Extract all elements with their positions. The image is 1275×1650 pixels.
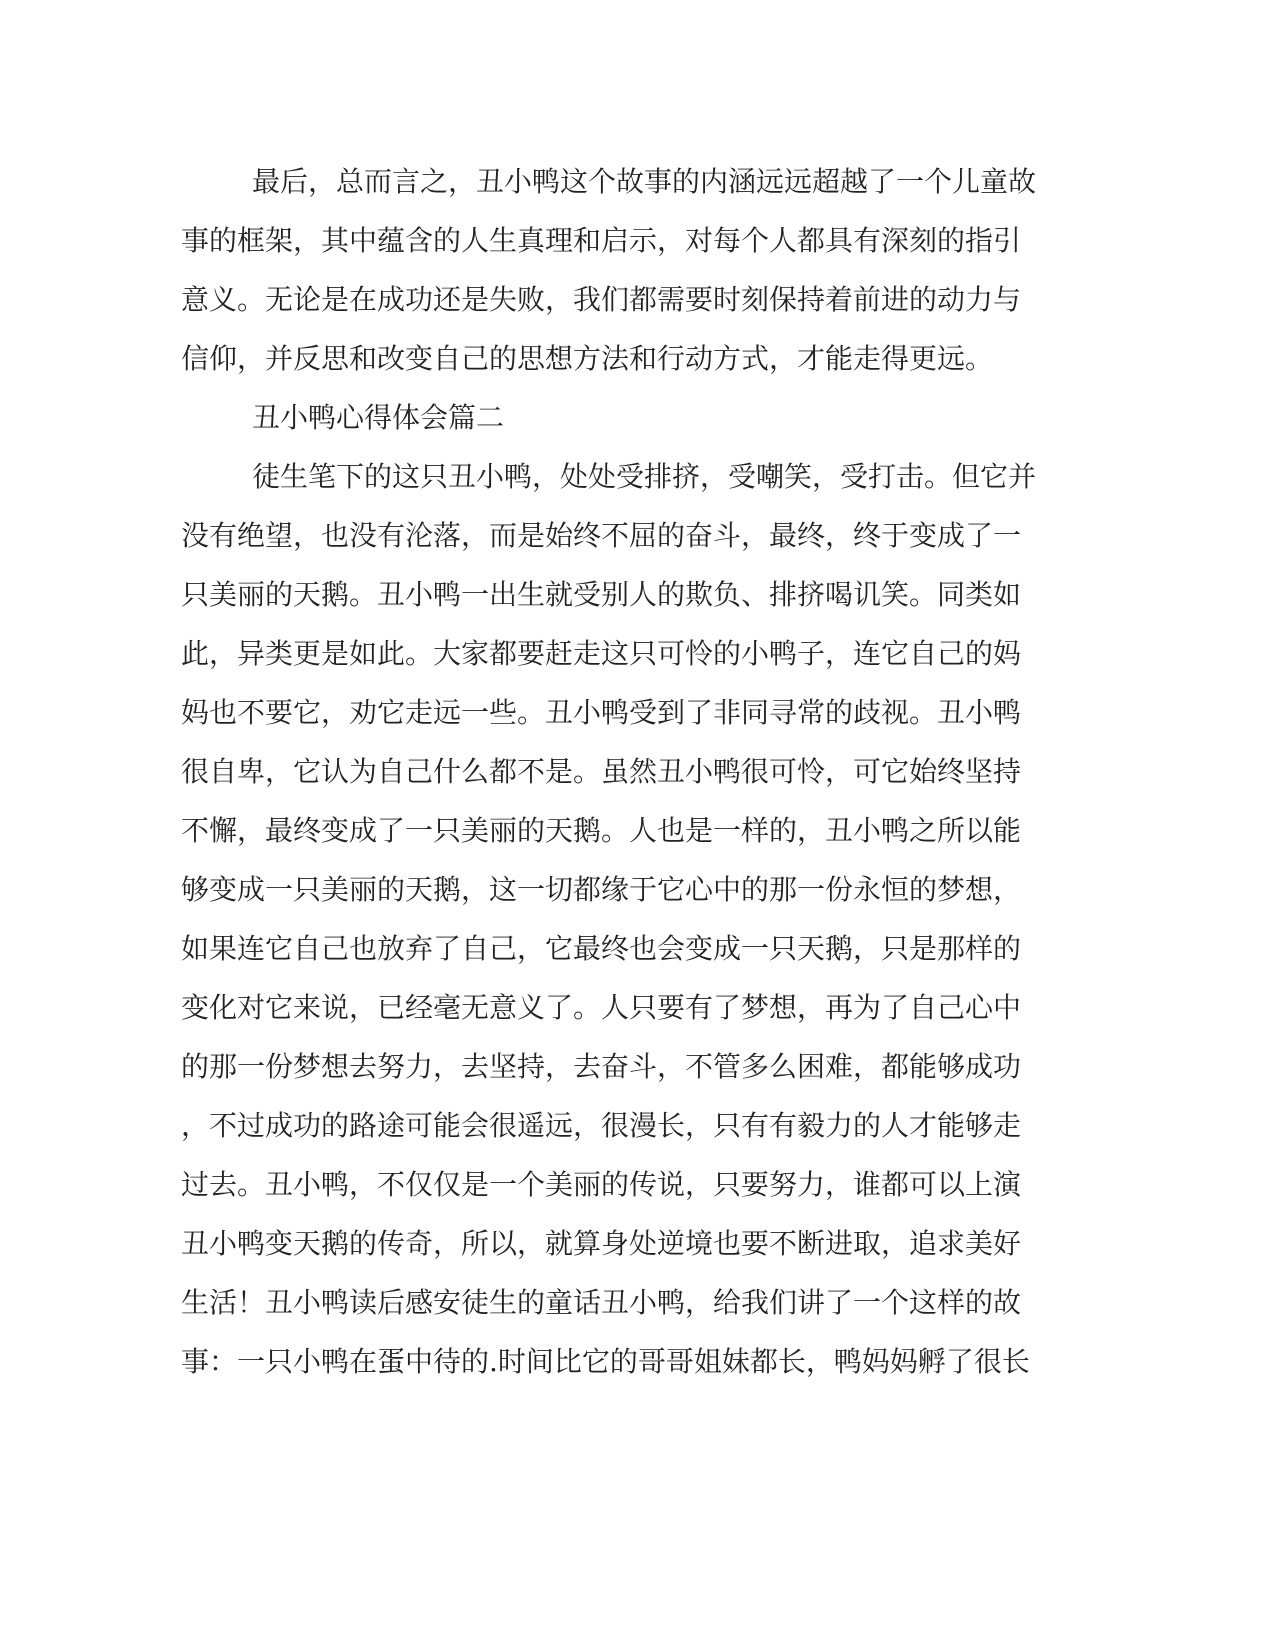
paragraph-line: 事的框架，其中蕴含的人生真理和启示，对每个人都具有深刻的指引 xyxy=(181,224,1022,257)
paragraph-line: 此，异类更是如此。大家都要赶走这只可怜的小鸭子，连它自己的妈 xyxy=(181,637,1022,670)
paragraph-line: 最后，总而言之，丑小鸭这个故事的内涵远远超越了一个儿童故 xyxy=(252,165,1037,198)
paragraph-line: 意义。无论是在成功还是失败，我们都需要时刻保持着前进的动力与 xyxy=(181,283,1022,316)
paragraph-line: 生活！丑小鸭读后感安徒生的童话丑小鸭，给我们讲了一个这样的故 xyxy=(181,1286,1022,1319)
paragraph-line: 变化对它来说，已经毫无意义了。人只要有了梦想，再为了自己心中 xyxy=(181,991,1022,1024)
paragraph-line: 的那一份梦想去努力，去坚持，去奋斗，不管多么困难，都能够成功 xyxy=(181,1050,1022,1083)
paragraph-line: 如果连它自己也放弃了自己，它最终也会变成一只天鹅，只是那样的 xyxy=(181,932,1022,965)
paragraph-line: 丑小鸭变天鹅的传奇，所以，就算身处逆境也要不断进取，追求美好 xyxy=(181,1227,1022,1260)
paragraph-line: 信仰，并反思和改变自己的思想方法和行动方式，才能走得更远。 xyxy=(181,342,994,375)
paragraph-line: 妈也不要它，劝它走远一些。丑小鸭受到了非同寻常的歧视。丑小鸭 xyxy=(181,696,1022,729)
paragraph-line: 够变成一只美丽的天鹅，这一切都缘于它心中的那一份永恒的梦想， xyxy=(181,873,1022,906)
paragraph-line: 徒生笔下的这只丑小鸭，处处受排挤，受嘲笑，受打击。但它并 xyxy=(252,460,1037,493)
section-heading: 丑小鸭心得体会篇二 xyxy=(252,401,505,434)
paragraph-line: 不懈，最终变成了一只美丽的天鹅。人也是一样的，丑小鸭之所以能 xyxy=(181,814,1022,847)
paragraph-line: ，不过成功的路途可能会很遥远，很漫长，只有有毅力的人才能够走 xyxy=(181,1109,1022,1142)
paragraph-line: 很自卑，它认为自己什么都不是。虽然丑小鸭很可怜，可它始终坚持 xyxy=(181,755,1022,788)
paragraph-line: 只美丽的天鹅。丑小鸭一出生就受别人的欺负、排挤喝讥笑。同类如 xyxy=(181,578,1022,611)
paragraph-line: 没有绝望，也没有沦落，而是始终不屈的奋斗，最终，终于变成了一 xyxy=(181,519,1022,552)
paragraph-line: 过去。丑小鸭，不仅仅是一个美丽的传说，只要努力，谁都可以上演 xyxy=(181,1168,1022,1201)
paragraph-line: 事：一只小鸭在蛋中待的.时间比它的哥哥姐妹都长，鸭妈妈孵了很长 xyxy=(181,1345,1030,1378)
